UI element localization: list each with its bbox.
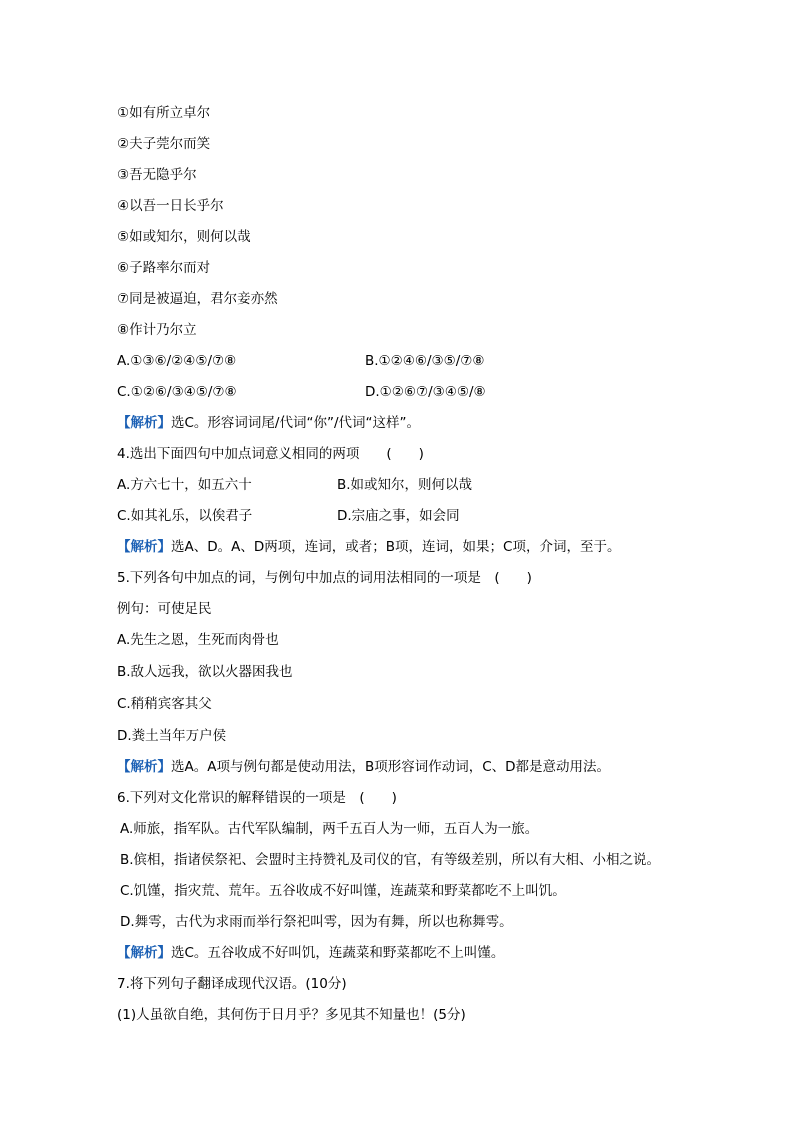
q6-title: 6.下列对文化常识的解释错误的一项是 ( ): [117, 790, 397, 806]
q5-analysis: [117, 757, 717, 777]
q6-option-d: D.舞雩，古代为求雨而举行祭祀叫雩，因为有舞，所以也称舞雩。: [120, 914, 513, 930]
analysis-tag: 【解析】: [117, 759, 171, 775]
q6-analysis: [117, 943, 717, 963]
q4-option-b: B.如或知尔，则何以哉: [337, 477, 473, 493]
q7-title: 7.将下列句子翻译成现代汉语。(10分): [117, 976, 347, 992]
q3-options-row-1: [117, 351, 717, 371]
q4-title: 4.选出下面四句中加点词意义相同的两项 ( ): [117, 446, 424, 462]
sentence-8: ⑧作计乃尔立: [117, 322, 197, 338]
q5-option-c: C.稍稍宾客其父: [117, 696, 212, 712]
q4-option-a: A.方六七十，如五六十: [117, 477, 252, 493]
q4-analysis: [117, 537, 717, 557]
q4-options-row-1: [117, 475, 717, 495]
q6-option-c: C.饥馑，指灾荒、荒年。五谷收成不好叫馑，连蔬菜和野菜都吃不上叫饥。: [120, 883, 566, 899]
sentence-2: ②夫子莞尔而笑: [117, 136, 211, 152]
analysis-tag: 【解析】: [117, 415, 171, 431]
q5-option-a: A.先生之恩，生死而肉骨也: [117, 632, 279, 648]
q4-analysis-text: 选A、D。A、D两项，连词，或者；B项，连词，如果；C项，介词，至于。: [171, 539, 621, 555]
sentence-4: ④以吾一日长乎尔: [117, 198, 224, 214]
q3-options-row-2: [117, 382, 717, 402]
q6-option-b: B.傧相，指诸侯祭祀、会盟时主持赞礼及司仪的官，有等级差别，所以有大相、小相之说。: [120, 852, 661, 868]
sentence-3: ③吾无隐乎尔: [117, 167, 197, 183]
q4-option-d: D.宗庙之事，如会同: [337, 508, 460, 524]
q3-option-d: D.①②⑥⑦/③④⑤/⑧: [365, 384, 486, 400]
q3-analysis: [117, 413, 717, 433]
q6-option-a: A.师旅，指军队。古代军队编制，两千五百人为一师，五百人为一旅。: [120, 821, 539, 837]
sentence-7: ⑦同是被逼迫，君尔妾亦然: [117, 291, 278, 307]
q5-example: 例句：可使足民: [117, 601, 212, 617]
q3-option-c: C.①②⑥/③④⑤/⑦⑧: [117, 384, 237, 400]
analysis-tag: 【解析】: [117, 945, 171, 961]
q4-options-row-2: [117, 506, 717, 526]
q3-analysis-text: 选C。形容词词尾/代词“你”/代词“这样”。: [171, 415, 420, 431]
q5-option-b: B.敌人远我，欲以火器困我也: [117, 664, 293, 680]
sentence-6: ⑥子路率尔而对: [117, 260, 211, 276]
sentence-5: ⑤如或知尔，则何以哉: [117, 229, 251, 245]
q3-option-b: B.①②④⑥/③⑤/⑦⑧: [365, 353, 485, 369]
q3-option-a: A.①③⑥/②④⑤/⑦⑧: [117, 353, 237, 369]
q5-option-d: D.粪土当年万户侯: [117, 728, 227, 744]
analysis-tag: 【解析】: [117, 539, 171, 555]
q6-analysis-text: 选C。五谷收成不好叫饥，连蔬菜和野菜都吃不上叫馑。: [171, 945, 505, 961]
q4-option-c: C.如其礼乐，以俟君子: [117, 508, 253, 524]
q5-analysis-text: 选A。A项与例句都是使动用法，B项形容词作动词，C、D都是意动用法。: [171, 759, 611, 775]
q7-item-1: (1)人虽欲自绝，其何伤于日月乎？多见其不知量也！(5分): [117, 1007, 466, 1023]
sentence-1: ①如有所立卓尔: [117, 105, 211, 121]
q5-title: 5.下列各句中加点的词，与例句中加点的词用法相同的一项是 ( ): [117, 570, 532, 586]
